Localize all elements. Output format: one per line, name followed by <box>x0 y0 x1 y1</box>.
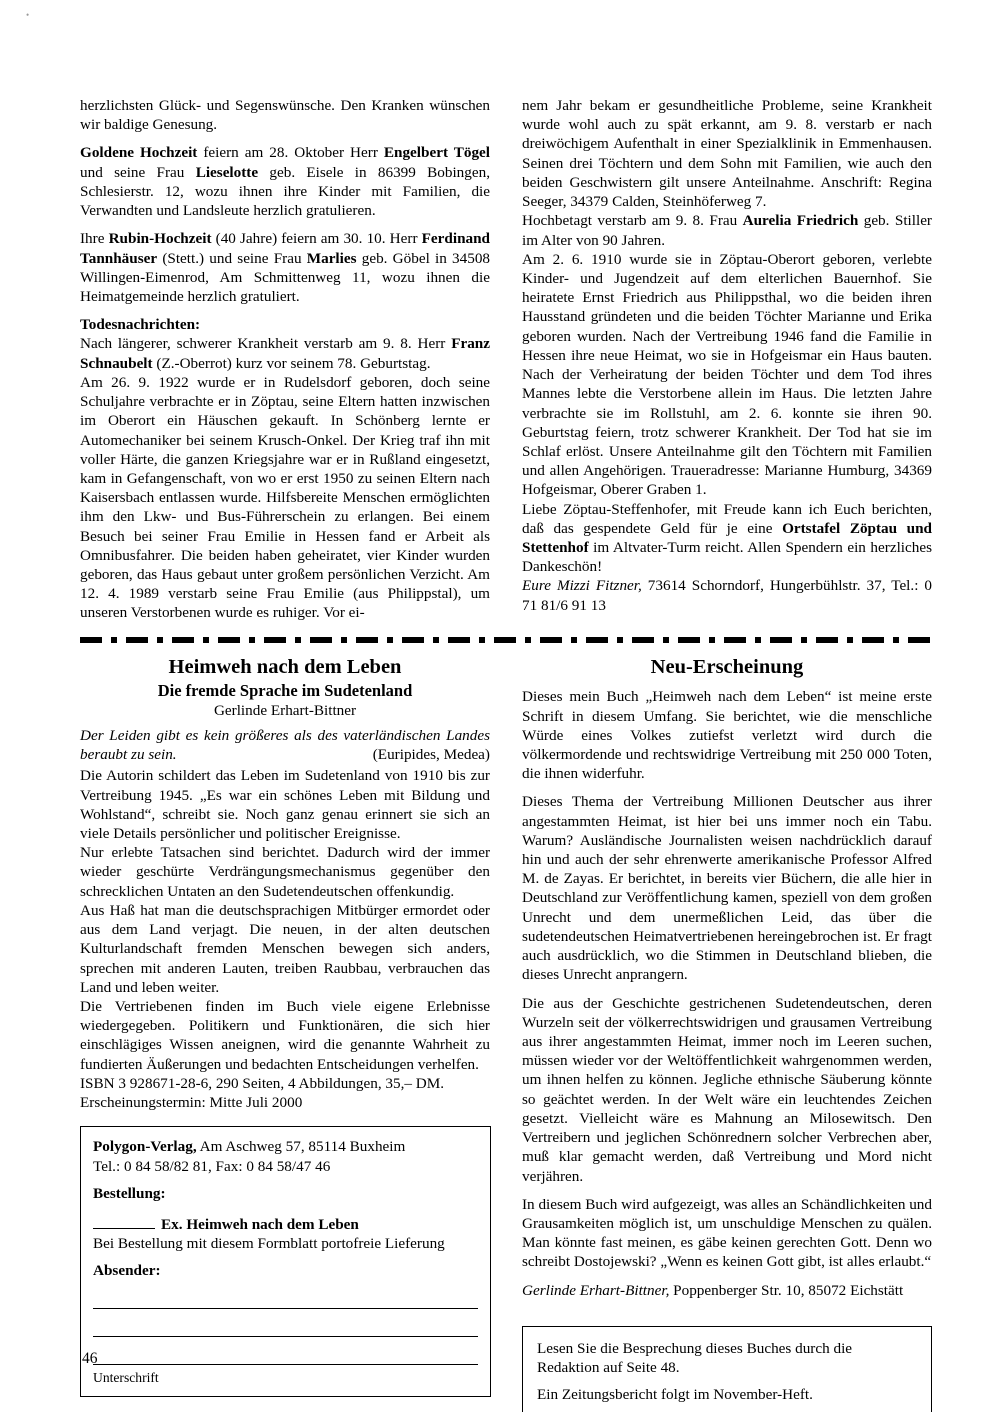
new-release-author: Gerlinde Erhart-Bittner, <box>522 1281 670 1299</box>
ruby-wedding-label: Rubin-Hochzeit <box>108 230 212 248</box>
golden-wedding-paragraph <box>80 143 490 220</box>
death-notice-1 <box>80 334 490 372</box>
book-epigraph <box>80 726 490 764</box>
page-corner-mark: • <box>26 10 30 20</box>
book-column <box>80 655 490 1412</box>
donation-text-1: Liebe Zöptau-Steffenhofer, mit Freude kann ich Euch berichten, daß das gespendete Geld für je eine <box>522 500 932 537</box>
new-release-paragraph-3: Die aus der Geschichte gestrichenen Sudetendeutschen, deren Wurzeln seit der völkerrechtswidrigen und grausamen Vertreibung aus ihrer angestammten Heimat, immer noch im Leeren suchen, müssen wieder vor der Weltöffentlichkeit wahrgenommen werden, um ihnen helfen zu können. Jegliche ethnische Säuberung könnte so geächtet werden. In der Welt wäre ein leuchtendes Zeichen gesetzt. Vielleicht wäre es Mahnung an Milosewitsch. Den Vertreibern und jeglichen Schönrednern solcher Verbrechen aber, muß klar gemacht werden, daß Vertreibung und Mord nicht verjähren. <box>522 994 932 1185</box>
sender-line-1[interactable] <box>93 1307 478 1309</box>
death-2-name: Aurelia Friedrich <box>742 212 859 230</box>
order-item-label: Ex. Heimweh nach dem Leben <box>161 1215 359 1233</box>
paragraph-continuation-left: herzlichsten Glück- und Segenswünsche. Den Kranken wünschen wir baldige Genesung. <box>80 97 490 134</box>
death-notice-1-body: Am 26. 9. 1922 wurde er in Rudelsdorf geboren, doch seine Schuljahre verbrachte er in Zöptau, seine Eltern hatten inzwischen im Oberort ein Häuschen gekauft. In Schönberg lernte er Automechaniker bei seinem Krusch-Onkel. Der Krieg traf ihn mit voller Härte, die ganzen Kriegsjahre war er in Rußland eingesetzt, kam in Gefangenschaft, von wo er erst 1950 zu seinen Eltern nach Kaisersbach entlassen wurde. Hilfsbereite Menschen ermöglichten ihm den Lkw- und Bus-Führerschein zu erlangen. Bei einem Besuch bei seiner Frau Emilie in Hessen fand er Arbeit als Omnibusfahrer. Die beiden haben geheiratet, vier Kinder wurden geboren, das Haus gebaut unter großem persönlichen Verzicht. Am 12. 4. 1989 verstarb seine Frau Emilie (aus Philippstal), um unseren Verstorbenen wurde es ruhiger. Vor ei- <box>80 373 490 622</box>
book-paragraph-3: Aus Haß hat man die deutschsprachigen Mitbürger ermordet oder aus dem Land verjagt. Die neuen, in der alten deutschen Kulturlandschaft fremden Menschen bewegen sich anders, sprechen mit anderen Lauten, treiben Raubbau, verbrauchen das Land und leben weiter. <box>80 901 490 996</box>
ruby-wedding-text-1: Ihre <box>80 230 109 248</box>
right-column <box>522 96 932 623</box>
epigraph-text: Der Leiden gibt es kein größeres als des vaterländischen Landes beraubt zu sein. <box>80 726 490 764</box>
death-notice-2-body: Am 2. 6. 1910 wurde sie in Zöptau-Oberort geboren, verlebte Kinder- und Jugendzeit auf dem elterlichen Bauernhof. Sie heiratete Ernst Friedrich aus Philippsthal, wo die beiden ihren Hausstand gründeten und die beiden Töchter Marianne und Erika geboren wurden. Nach der Vertreibung 1946 fand die Familie in Hessen ihre neue Heimat, wo sie in Hofgeismar ein Haus bauten. Nach der Verheiratung der beiden Töchter und dem Tod ihres Mannes lebte die Verstorbene allein im Haus. Die letzten Jahre verbrachte sie im Rollstuhl, am 2. 6. konnte sie ihren 90. Geburtstag feiern, trotz schwerer Krankheit. Der Tod hat sie im Schlaf erlöst. Unsere Anteilnahme gilt den Töchtern mit Familien und allen Angehörigen. Traueradresse: Marianne Humburg, 34369 Hofgeismar, Oberer Graben 1. <box>522 250 932 499</box>
golden-wedding-name-2: Lieselotte <box>195 163 259 181</box>
donation-text-2: im Altvater-Turm reicht. Allen Spendern ein herzliches Dankeschön! <box>522 539 932 576</box>
donation-paragraph <box>522 500 932 577</box>
book-isbn: ISBN 3 928671-28-6, 290 Seiten, 4 Abbildungen, 35,– DM. <box>80 1074 445 1092</box>
new-release-signature <box>522 1281 932 1300</box>
golden-wedding-text-1: feiern am 28. Oktober Herr <box>197 144 384 162</box>
signature-line[interactable] <box>93 1363 478 1365</box>
publisher-address: Am Aschweg 57, 85114 Buxheim <box>196 1138 406 1156</box>
order-form-box <box>80 1126 491 1396</box>
order-heading-label: Bestellung: <box>93 1184 166 1202</box>
page-number: 46 <box>82 1350 98 1367</box>
new-release-paragraph-1: Dieses mein Buch „Heimweh nach dem Leben“ ist meine erste Schrift in diesem Umfang. Sie berichtet, wie die menschliche Würde eines Volkes zutiefst verletzt wird durch die völkermordende und rechtswidrige Vertreibung mit 250 000 Toten, die ihnen widerfuhr. <box>522 688 932 783</box>
death-1-text-1: Nach längerer, schwerer Krankheit verstarb am 9. 8. Herr <box>80 335 452 353</box>
paragraph-continuation-right: nem Jahr bekam er gesundheitliche Probleme, seine Krankheit wurde wohl auch zu spät erkannt, am 9. 8. verstarb er nach dreiwöchigem Aufenthalt in einer Spezialklinik in Emmenhausen. Seinen drei Töchtern und dem Sohn mit Familien, wie auch den beiden Geschwistern gilt unsere Anteilnahme. Anschrift: Regina Seeger, 34379 Calden, Steinhöferweg 7. <box>522 97 932 211</box>
ruby-wedding-name-1: Ferdinand Tannhäuser <box>80 230 490 267</box>
ruby-wedding-text-2: (40 Jahre) feiern am 30. 10. Herr <box>211 230 422 248</box>
signature-name: Eure Mizzi Fitzner, <box>522 577 642 595</box>
new-release-paragraph-4: In diesem Buch wird aufgezeigt, was alles an Schändlichkeiten und Grausamkeiten möglich ist, um unschuldige Menschen zu quälen. Man könnte fast meinen, es gäbe keinen gerechten Gott. Denn wo schreibt Dostojewski? „Wenn es keinen Gott gibt, ist alles erlaubt.“ <box>522 1195 932 1271</box>
book-author: Gerlinde Erhart-Bittner <box>213 701 357 719</box>
book-paragraph-2: Nur erlebte Tatsachen sind berichtet. Dadurch wird der immer wieder geschürte Verdrängungsmechanismus gegenüber den schrecklichen Untaten an den Sudetendeutschen offenkundig. <box>80 844 490 900</box>
publisher-name: Polygon-Verlag, <box>93 1138 197 1156</box>
new-release-title: Neu-Erscheinung <box>650 655 804 678</box>
signature-address: 73614 Schorndorf, Hungerbühlstr. 37, Tel.: 0 71 81/6 91 13 <box>522 577 932 614</box>
publisher-phone: Tel.: 0 84 58/82 81, Fax: 0 84 58/47 46 <box>93 1157 331 1175</box>
ruby-wedding-name-2: Marlies <box>306 249 357 267</box>
right-column-signature <box>522 576 932 614</box>
deaths-heading <box>80 315 490 334</box>
new-release-column <box>522 655 932 1412</box>
new-release-author-address: Poppenberger Str. 10, 85072 Eichstätt <box>669 1281 904 1299</box>
book-title: Heimweh nach dem Leben <box>168 655 402 678</box>
golden-wedding-text-2: und seine Frau <box>80 163 196 181</box>
note-line-1: Lesen Sie die Besprechung dieses Buches durch die Redaktion auf Seite 48. <box>537 1339 853 1377</box>
sender-line-2[interactable] <box>93 1335 478 1337</box>
sender-heading-label: Absender: <box>93 1262 161 1280</box>
donation-bold: Ortstafel Zöptau und Stettenhof <box>522 519 932 557</box>
golden-wedding-text-3: geb. Eisele in 86399 Bobingen, Schlesierstr. 12, wozu ihnen ihre Kinder mit Familien, die Verwandten und Landsleute herzlich gratulieren. <box>80 163 490 220</box>
golden-wedding-label: Goldene Hochzeit <box>80 144 198 162</box>
top-columns <box>80 96 932 623</box>
order-note: Bei Bestellung mit diesem Formblatt portofreie Lieferung <box>93 1235 445 1253</box>
book-paragraph-4: Die Vertriebenen finden im Buch viele eigene Erlebnisse wiedergegeben. Politikern und Funktionären, die sich hier einschlägiges Wissen aneignen, wird die genannte Wahrheit zu fundierten Äußerungen und bedachten Entscheidungen verhelfen. <box>80 997 490 1073</box>
death-1-text-2: (Z.-Oberrot) kurz vor seinem 78. Geburtstag. <box>152 354 431 372</box>
epigraph-source: (Euripides, Medea) <box>372 746 490 764</box>
book-release-date: Erscheinungstermin: Mitte Juli 2000 <box>80 1094 303 1112</box>
page-content <box>80 96 932 1412</box>
book-paragraph-1: Die Autorin schildert das Leben im Sudetenland von 1910 bis zur Vertreibung 1945. „Es war ein schönes Leben mit Bildung und Wohlstand“, schreibt sie. Noch ganz genau erinnert sie sich an viele Details persönlicher und politischer Ereignisse. <box>80 767 490 842</box>
publisher-line <box>93 1137 478 1156</box>
left-column <box>80 96 490 623</box>
editorial-note-box <box>522 1326 932 1412</box>
death-notice-2 <box>522 211 932 249</box>
golden-wedding-name-1: Engelbert Tögel <box>383 144 491 162</box>
death-2-text-1: Hochbetagt verstarb am 9. 8. Frau <box>522 212 743 230</box>
signature-caption: Unterschrift <box>93 1369 159 1385</box>
bottom-columns <box>80 655 932 1412</box>
order-quantity-line <box>93 1215 478 1234</box>
quantity-input[interactable] <box>93 1215 155 1229</box>
note-line-2: Ein Zeitungsbericht folgt im November-Heft. <box>537 1386 813 1404</box>
new-release-paragraph-2: Dieses Thema der Vertreibung Millionen Deutscher aus ihrer angestammten Heimat, ist hier bei uns immer noch ein Tabu. Warum? Ausländische Journalisten weisen nachdrücklich darauf hin und auch der sehr ehrenwerte amerikanische Professor Alfred M. de Zayas. Er berichtet, in bereits vier Büchern, die alle hier in Deutschland zur Veröffentlichung kamen, speziell von dem großen Unrecht und dem unermeßlichen Leid, das über die sudetendeutschen Heimatvertriebenen hereingebrochen ist. Er fragt auch ausdrücklich, wo die Stimmen in Deutschland blieben, die dieses Unrecht anprangern. <box>522 793 932 984</box>
death-2-text-2: geb. Stiller im Alter von 90 Jahren. <box>522 212 932 249</box>
ruby-wedding-paragraph <box>80 229 490 306</box>
ruby-wedding-text-4: geb. Göbel in 34508 Willingen-Eimenrod, Am Schmittenweg 11, wozu ihnen die Heimatgemeinde herzlich gratuliert. <box>80 249 491 305</box>
sender-heading <box>93 1261 478 1280</box>
death-1-name: Franz Schnaubelt <box>80 335 490 372</box>
ruby-wedding-text-3: (Stett.) und seine Frau <box>157 249 307 267</box>
section-divider <box>80 637 932 643</box>
order-heading <box>93 1184 478 1203</box>
deaths-heading-label: Todesnachrichten: <box>80 316 201 334</box>
book-subtitle: Die fremde Sprache im Sudetenland <box>157 681 413 701</box>
